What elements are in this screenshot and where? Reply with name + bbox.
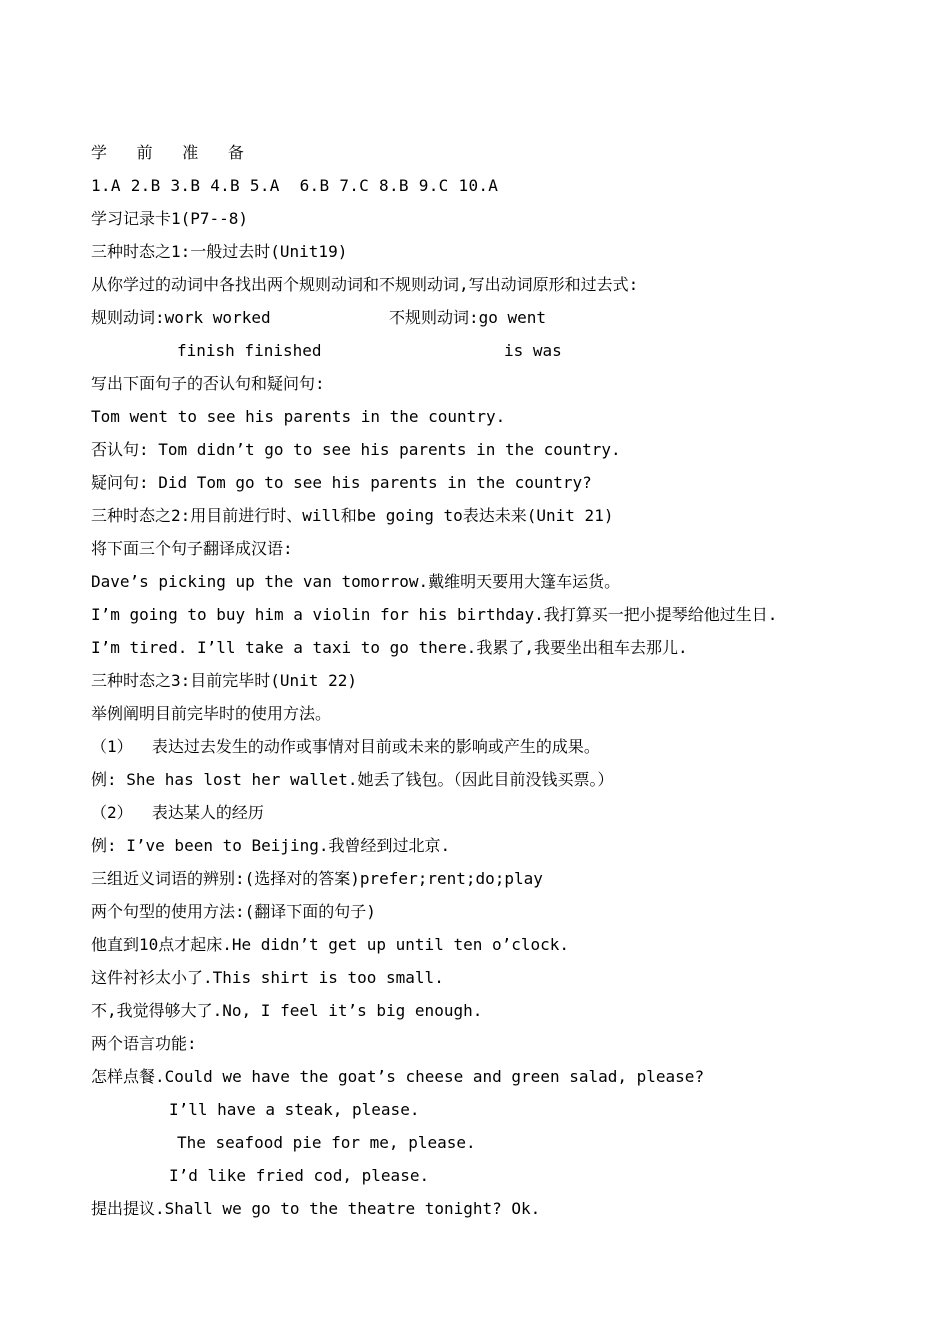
- ordering-example-1: I’ll have a steak, please.: [169, 1100, 420, 1119]
- pattern-sentence-3: 不,我觉得够大了.No, I feel it’s big enough.: [91, 1001, 483, 1020]
- record-card-title: 学习记录卡1(P7--8): [91, 209, 249, 228]
- answer-key-line: 1.A 2.B 3.B 4.B 5.A 6.B 7.C 8.B 9.C 10.A: [91, 176, 499, 195]
- translation-2: I’m going to buy him a violin for his birthday.我打算买一把小提琴给他过生日.: [91, 605, 778, 624]
- synonym-heading: 三组近义词语的辨别:(选择对的答案)prefer;rent;do;play: [91, 869, 543, 888]
- usage-point-1: （1） 表达过去发生的动作或事情对目前或未来的影响或产生的成果。: [91, 737, 600, 756]
- translation-3: I’m tired. I’ll take a taxi to go there.我累了,我要坐出租车去那儿.: [91, 638, 688, 657]
- usage-instruction: 举例阐明目前完毕时的使用方法。: [91, 704, 332, 723]
- translate-instruction: 将下面三个句子翻译成汉语:: [91, 539, 293, 558]
- example-sentence: Tom went to see his parents in the country.: [91, 407, 506, 426]
- usage-example-1: 例: She has lost her wallet.她丢了钱包。（因此目前没钱买票。）: [91, 770, 614, 789]
- ordering-food-line: 怎样点餐.Could we have the goat’s cheese and green salad, please?: [91, 1067, 705, 1086]
- question-sentence: 疑问句: Did Tom go to see his parents in the country?: [91, 473, 592, 492]
- tense-heading-3: 三种时态之3:目前完毕时(Unit 22): [91, 671, 357, 690]
- regular-verb-example: finish finished: [177, 341, 322, 360]
- making-suggestion-line: 提出提议.Shall we go to the theatre tonight? Ok.: [91, 1199, 541, 1218]
- verb-instruction: 从你学过的动词中各找出两个规则动词和不规则动词,写出动词原形和过去式:: [91, 275, 639, 294]
- pattern-sentence-1: 他直到10点才起床.He didn’t get up until ten o’clock.: [91, 935, 570, 954]
- sentence-pattern-heading: 两个句型的使用方法:(翻译下面的句子): [91, 902, 376, 921]
- tense-heading-2: 三种时态之2:用目前进行时、will和be going to表达未来(Unit 21): [91, 506, 614, 525]
- usage-point-2: （2） 表达某人的经历: [91, 803, 264, 822]
- irregular-verbs-line: 不规则动词:go went: [389, 308, 547, 327]
- pattern-sentence-2: 这件衬衫太小了.This shirt is too small.: [91, 968, 444, 987]
- ordering-example-3: I’d like fried cod, please.: [169, 1166, 430, 1185]
- sentence-instruction: 写出下面句子的否认句和疑问句:: [91, 374, 325, 393]
- irregular-verb-example: is was: [504, 341, 562, 360]
- language-function-heading: 两个语言功能:: [91, 1034, 197, 1053]
- negative-sentence: 否认句: Tom didn’t go to see his parents in the country.: [91, 440, 621, 459]
- ordering-example-2: The seafood pie for me, please.: [177, 1133, 476, 1152]
- usage-example-2: 例: I’ve been to Beijing.我曾经到过北京.: [91, 836, 451, 855]
- regular-verbs-line: 规则动词:work worked: [91, 308, 271, 327]
- translation-1: Dave’s picking up the van tomorrow.戴维明天要用大篷车运货。: [91, 572, 621, 591]
- section-heading-preparation: 学 前 准 备: [91, 143, 254, 162]
- tense-heading-1: 三种时态之1:一般过去时(Unit19): [91, 242, 348, 261]
